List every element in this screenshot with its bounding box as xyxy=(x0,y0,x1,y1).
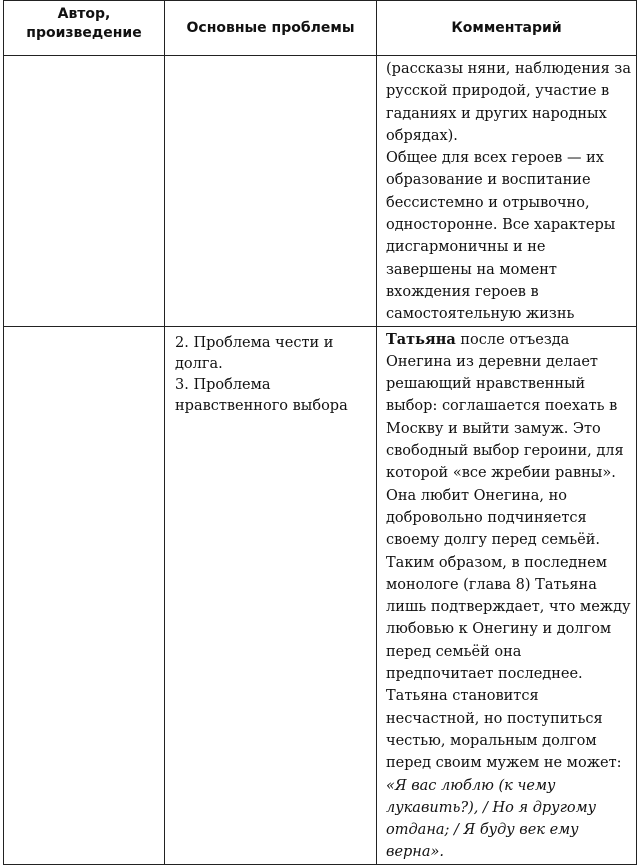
table-row xyxy=(4,326,637,864)
header-author-line1: Автор, xyxy=(57,6,111,22)
quote-close: ». xyxy=(430,844,444,861)
comment-paragraph xyxy=(386,685,632,863)
table-row xyxy=(4,56,637,327)
header-author xyxy=(4,1,165,56)
header-problems: Основные проблемы xyxy=(165,1,377,56)
author-cell xyxy=(4,326,165,864)
comment-paragraph: (рассказы няни, наблюдения за русской природой, участие в гаданиях и других народных обрядах). xyxy=(386,61,631,144)
quote-line: Я буду век ему верна xyxy=(386,822,579,861)
problems-cell xyxy=(165,326,377,864)
quote-line: Но я другому отдана; / xyxy=(386,799,597,839)
header-row xyxy=(4,1,637,56)
header-author-line2: произведение xyxy=(26,25,142,41)
header-comment: Комментарий xyxy=(377,1,637,56)
author-cell xyxy=(4,56,165,327)
quote-open: « xyxy=(386,777,395,794)
quote-line: Я вас люблю (к чему лукавить?), / xyxy=(386,777,556,816)
comment-cell xyxy=(377,326,637,864)
comment-paragraph: Общее для всех героев — их образование и воспитание бессистемно и отрывочно, односторонне. Все характеры дисгармоничны и не завершены на момент вхождения героев в самостоятельную жизнь xyxy=(386,150,616,323)
problems-cell xyxy=(165,56,377,327)
literature-table xyxy=(3,0,637,865)
comment-paragraph xyxy=(386,329,632,686)
comment-cell xyxy=(377,56,637,327)
problem-item: 2. Проблема чести и долга. xyxy=(175,334,334,372)
comment-text: Татьяна становится несчастной, но поступиться честью, моральным долгом перед своим мужем не может: xyxy=(386,688,622,772)
problem-item: 3. Проблема нравственного выбора xyxy=(175,376,348,414)
comment-text: после отъезда Онегина из деревни делает решающий нравственный выбор: соглашается поехать в Москву и выйти замуж. Это свободный выбор героини, для которой «все жребии равны». Она любит Онегина, но добровольно подчиняется своему долгу перед семьёй. Таким образом, в последнем монологе (глава 8) Татьяна лишь подтверждает, что между любовью к Онегину и долгом перед семьёй она предпочитает последнее. xyxy=(386,331,631,683)
character-name: Татьяна xyxy=(386,330,456,348)
